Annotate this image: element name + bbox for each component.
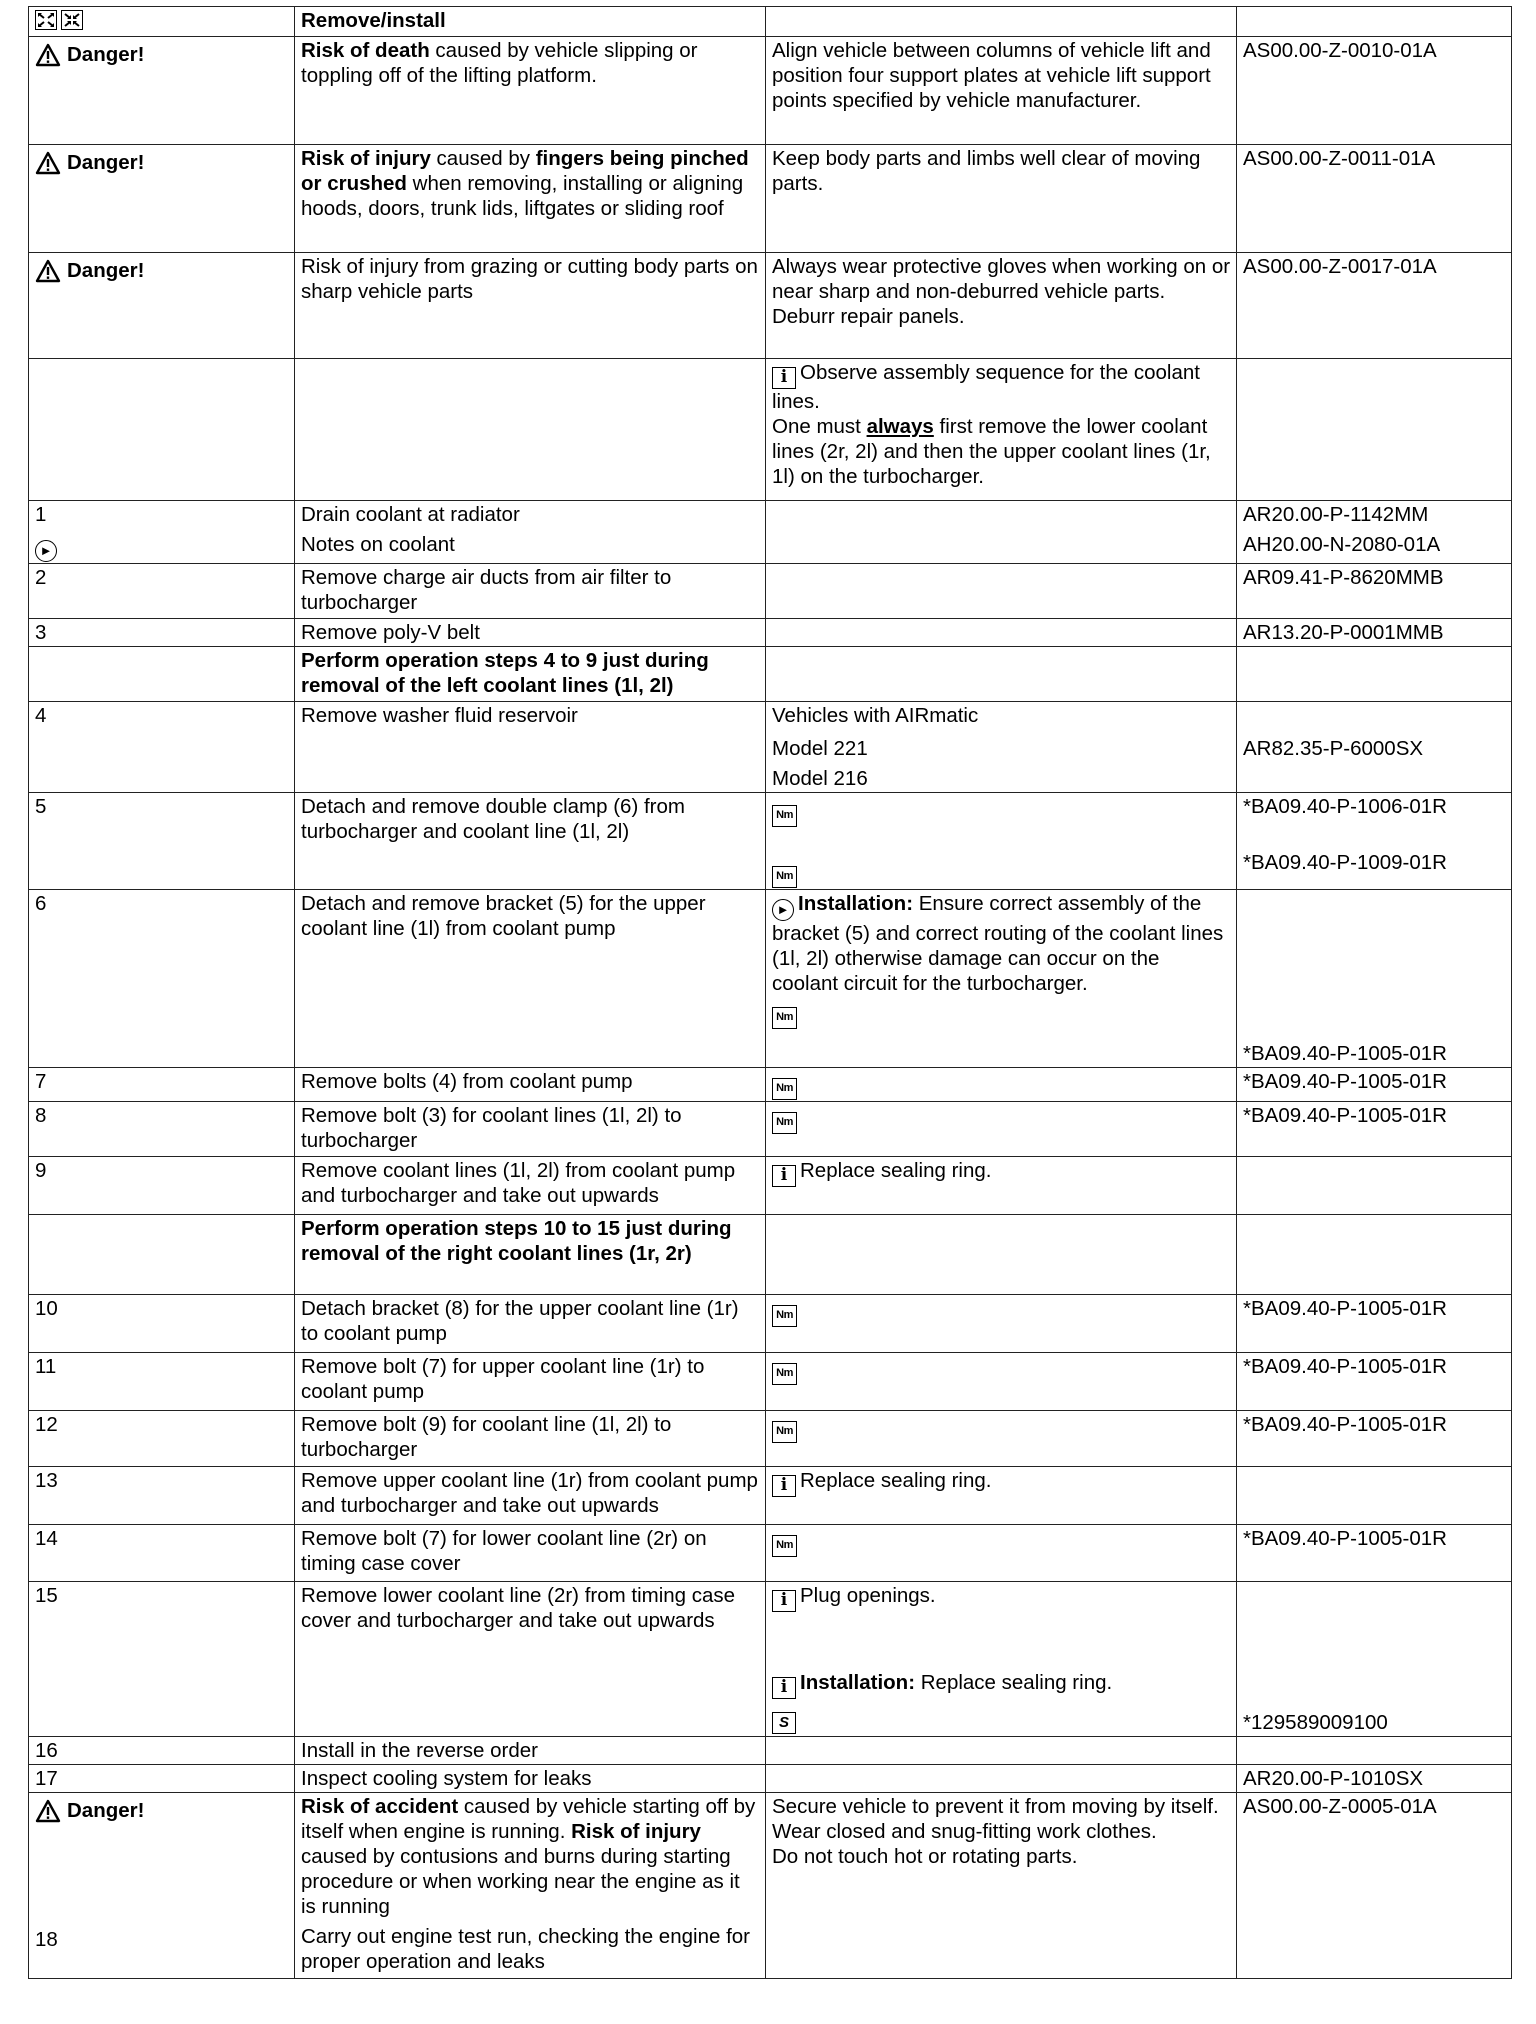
danger-label-cell xyxy=(29,37,295,145)
risk-text: when removing, installing or aligning hoods, doors, trunk lids, liftgates or sliding roof xyxy=(301,172,744,220)
step-number xyxy=(29,501,295,564)
step-text: Remove coolant lines (1l, 2l) from coolant pump and turbocharger and take out upwards xyxy=(295,1157,766,1215)
torque-nm-icon[interactable]: Nm xyxy=(772,1007,797,1029)
ref-link[interactable]: *129589009100 xyxy=(1243,1711,1388,1734)
step-number: 13 xyxy=(29,1467,295,1525)
danger-label-cell xyxy=(29,1793,295,1979)
ref-link[interactable]: AR20.00-P-1142MM xyxy=(1243,503,1429,526)
step-number: 2 xyxy=(29,564,295,619)
empty-cell xyxy=(1237,1467,1512,1525)
danger-label-cell xyxy=(29,145,295,253)
step-ref xyxy=(1237,793,1512,890)
danger-row xyxy=(29,253,1512,359)
risk-bold: fingers being pinched or crushed xyxy=(301,147,749,195)
step-text: Detach and remove double clamp (6) from turbocharger and coolant line (1l, 2l) xyxy=(295,793,766,890)
danger-measure: Keep body parts and limbs well clear of moving parts. xyxy=(766,145,1237,253)
risk-text: caused by xyxy=(430,147,536,170)
step-text-line: Carry out engine test run, checking the engine for proper operation and leaks xyxy=(301,1925,750,1973)
ref-link[interactable]: AR82.35-P-6000SX xyxy=(1243,737,1424,760)
step-number: 14 xyxy=(29,1525,295,1582)
info-icon: i xyxy=(772,367,796,389)
empty-cell xyxy=(1237,1157,1512,1215)
danger-ref-link[interactable]: AS00.00-Z-0010-01A xyxy=(1237,37,1512,145)
ref-link[interactable]: *BA09.40-P-1009-01R xyxy=(1243,851,1447,874)
installation-play-icon[interactable]: ► xyxy=(772,899,794,921)
empty-cell xyxy=(1237,1737,1512,1765)
torque-nm-icon[interactable]: Nm xyxy=(772,1305,797,1327)
table-row xyxy=(29,1068,1512,1102)
torque-nm-icon[interactable]: Nm xyxy=(772,1112,797,1134)
section-header-row xyxy=(29,647,1512,702)
expand-arrows-icon[interactable] xyxy=(35,10,57,30)
step-text: Remove washer fluid reservoir xyxy=(295,702,766,793)
torque-nm-icon[interactable]: Nm xyxy=(772,1363,797,1385)
danger-ref-link[interactable]: AS00.00-Z-0011-01A xyxy=(1237,145,1512,253)
table-row xyxy=(29,501,1512,564)
step-text: Remove lower coolant line (2r) from timing case cover and turbocharger and take out upwards xyxy=(295,1582,766,1737)
table-row xyxy=(29,1411,1512,1467)
warning-triangle-icon xyxy=(35,259,61,283)
empty-cell xyxy=(766,1765,1237,1793)
torque-icons-cell xyxy=(766,1411,1237,1467)
ref-link[interactable]: *BA09.40-P-1005-01R xyxy=(1237,1525,1512,1582)
section-header-right: Perform operation steps 10 to 15 just during removal of the right coolant lines (1r, 2r) xyxy=(295,1215,766,1295)
note-text: One must xyxy=(772,415,867,438)
install-label: Installation: xyxy=(800,1671,916,1694)
install-text: Ensure correct assembly of the bracket (5) and correct routing of the coolant lines (1l, 2l) otherwise damage can occur on the coolant circuit for the turbocharger. xyxy=(772,892,1224,995)
torque-nm-icon[interactable]: Nm xyxy=(772,1421,797,1443)
step-text xyxy=(295,501,766,564)
table-row xyxy=(29,1157,1512,1215)
step-number: 17 xyxy=(29,1765,295,1793)
ref-link[interactable]: *BA09.40-P-1005-01R xyxy=(1237,1411,1512,1467)
torque-icons-cell xyxy=(766,793,1237,890)
empty-cell xyxy=(766,564,1237,619)
install-label: Installation: xyxy=(798,892,914,915)
torque-nm-icon[interactable]: Nm xyxy=(772,1078,797,1100)
step-number: 7 xyxy=(29,1068,295,1102)
torque-icons-cell xyxy=(766,1068,1237,1102)
note-text: Observe assembly sequence for the coolant lines. xyxy=(772,361,1200,413)
ref-link[interactable]: *BA09.40-P-1006-01R xyxy=(1243,795,1447,818)
ref-link[interactable]: AH20.00-N-2080-01A xyxy=(1243,533,1441,556)
step-text: Remove bolt (9) for coolant line (1l, 2l) to turbocharger xyxy=(295,1411,766,1467)
danger-risk xyxy=(295,37,766,145)
note-text: Plug openings. xyxy=(800,1584,936,1607)
header-title: Remove/install xyxy=(295,7,766,37)
step-text: Remove poly-V belt xyxy=(295,619,766,647)
empty-cell xyxy=(1237,647,1512,702)
table-row xyxy=(29,1353,1512,1411)
special-tool-icon[interactable]: S xyxy=(772,1712,796,1734)
step-ref xyxy=(1237,702,1512,793)
table-row xyxy=(29,890,1512,1068)
step-ref xyxy=(1237,1582,1512,1737)
note-text: first remove the lower coolant lines (2r, 2l) and then the upper coolant lines (1r, 1l) on the turbocharger. xyxy=(772,415,1211,488)
step-ref xyxy=(1237,501,1512,564)
table-row xyxy=(29,1467,1512,1525)
header-icons-cell xyxy=(29,7,295,37)
step-text: Detach bracket (8) for the upper coolant line (1r) to coolant pump xyxy=(295,1295,766,1353)
warning-triangle-icon xyxy=(35,1799,61,1823)
empty-cell xyxy=(295,359,766,501)
step-num: 1 xyxy=(35,503,47,526)
step-number: 5 xyxy=(29,793,295,890)
step-text: Install in the reverse order xyxy=(295,1737,766,1765)
danger-risk xyxy=(295,1793,766,1979)
empty-cell xyxy=(29,359,295,501)
danger-label: Danger! xyxy=(67,43,145,66)
step-text: Detach and remove bracket (5) for the upper coolant line (1l) from coolant pump xyxy=(295,890,766,1068)
torque-icons-cell xyxy=(766,1102,1237,1157)
step-number: 11 xyxy=(29,1353,295,1411)
step-number: 12 xyxy=(29,1411,295,1467)
ref-link[interactable]: AR20.00-P-1010SX xyxy=(1237,1765,1512,1793)
table-row xyxy=(29,702,1512,793)
step-number: 15 xyxy=(29,1582,295,1737)
measure-text: Do not touch hot or rotating parts. xyxy=(772,1845,1078,1868)
table-row xyxy=(29,1102,1512,1157)
install-note xyxy=(766,890,1237,1068)
danger-measure: Align vehicle between columns of vehicle lift and position four support plates at vehicle lift support points specified by vehicle manufacturer. xyxy=(766,37,1237,145)
condition-text: Model 221 xyxy=(772,737,868,760)
torque-nm-icon[interactable]: Nm xyxy=(772,805,797,827)
risk-text: caused by vehicle starting off by itself when engine is running. xyxy=(301,1795,756,1843)
empty-cell xyxy=(766,1737,1237,1765)
step-conditions xyxy=(766,702,1237,793)
info-icon: i xyxy=(772,1475,796,1497)
danger-label: Danger! xyxy=(67,1799,145,1822)
step-num: 18 xyxy=(35,1928,58,1951)
ref-link[interactable]: *BA09.40-P-1005-01R xyxy=(1237,1102,1512,1157)
table-header-row xyxy=(29,7,1512,37)
danger-measure xyxy=(766,1793,1237,1979)
step-number: 10 xyxy=(29,1295,295,1353)
torque-nm-icon[interactable]: Nm xyxy=(772,866,797,888)
measure-text: Secure vehicle to prevent it from moving by itself. xyxy=(772,1795,1219,1818)
empty-cell xyxy=(29,1215,295,1295)
step-note xyxy=(766,1582,1237,1737)
info-icon: i xyxy=(772,1590,796,1612)
risk-text: caused by vehicle slipping or toppling off of the lifting platform. xyxy=(301,39,698,87)
danger-label: Danger! xyxy=(67,151,145,174)
empty-cell xyxy=(766,647,1237,702)
danger-row xyxy=(29,37,1512,145)
note-row xyxy=(29,359,1512,501)
torque-nm-icon[interactable]: Nm xyxy=(772,1535,797,1557)
collapse-arrows-icon[interactable] xyxy=(61,10,83,30)
note-text: Replace sealing ring. xyxy=(800,1159,992,1182)
danger-risk: Risk of injury from grazing or cutting body parts on sharp vehicle parts xyxy=(295,253,766,359)
step-text-line: Drain coolant at radiator xyxy=(301,503,520,526)
step-note-text: Notes on coolant xyxy=(301,533,455,556)
ref-link[interactable]: *BA09.40-P-1005-01R xyxy=(1237,1295,1512,1353)
risk-text: caused by contusions and burns during starting procedure or when working near the engine as it is running xyxy=(301,1845,740,1918)
step-note xyxy=(766,1157,1237,1215)
condition-text: Model 216 xyxy=(772,767,868,790)
step-number: 9 xyxy=(29,1157,295,1215)
ref-link[interactable]: AR09.41-P-8620MMB xyxy=(1237,564,1512,619)
procedure-table xyxy=(28,6,1512,1979)
measure-text: Always wear protective gloves when working on or near sharp and non-deburred vehicle parts. xyxy=(772,255,1231,303)
torque-icons-cell xyxy=(766,1525,1237,1582)
table-row xyxy=(29,1295,1512,1353)
torque-icons-cell xyxy=(766,1353,1237,1411)
step-text: Remove bolt (7) for upper coolant line (1r) to coolant pump xyxy=(295,1353,766,1411)
torque-icons-cell xyxy=(766,1295,1237,1353)
table-row xyxy=(29,619,1512,647)
table-row xyxy=(29,564,1512,619)
info-icon: i xyxy=(772,1677,796,1699)
step-text: Remove bolt (7) for lower coolant line (2r) on timing case cover xyxy=(295,1525,766,1582)
step-text: Remove bolt (3) for coolant lines (1l, 2l) to turbocharger xyxy=(295,1102,766,1157)
step-text: Remove bolts (4) from coolant pump xyxy=(295,1068,766,1102)
measure-text: Deburr repair panels. xyxy=(772,305,965,328)
danger-ref-link[interactable]: AS00.00-Z-0017-01A xyxy=(1237,253,1512,359)
empty-cell xyxy=(766,1215,1237,1295)
risk-bold: Risk of injury xyxy=(571,1820,701,1843)
section-header-left: Perform operation steps 4 to 9 just during removal of the left coolant lines (1l, 2l) xyxy=(295,647,766,702)
ref-link[interactable]: AR13.20-P-0001MMB xyxy=(1237,619,1512,647)
table-row xyxy=(29,1582,1512,1737)
empty-cell xyxy=(1237,1215,1512,1295)
danger-label-cell xyxy=(29,253,295,359)
step-number: 8 xyxy=(29,1102,295,1157)
ref-link[interactable]: *BA09.40-P-1005-01R xyxy=(1237,1353,1512,1411)
warning-triangle-icon xyxy=(35,151,61,175)
warning-triangle-icon xyxy=(35,43,61,67)
table-row xyxy=(29,1765,1512,1793)
danger-row xyxy=(29,145,1512,253)
empty-cell xyxy=(766,619,1237,647)
ref-link[interactable]: *BA09.40-P-1005-01R xyxy=(1243,1042,1447,1065)
step-text: Remove charge air ducts from air filter to turbocharger xyxy=(295,564,766,619)
sequence-note xyxy=(766,359,1237,501)
risk-bold: Risk of accident xyxy=(301,1795,459,1818)
empty-cell xyxy=(1237,359,1512,501)
step-note xyxy=(766,1467,1237,1525)
step-number: 3 xyxy=(29,619,295,647)
step-number: 4 xyxy=(29,702,295,793)
table-row xyxy=(29,793,1512,890)
condition-text: Vehicles with AIRmatic xyxy=(772,704,979,727)
step-ref xyxy=(1237,890,1512,1068)
danger-measure xyxy=(766,253,1237,359)
note-text: Replace sealing ring. xyxy=(800,1469,992,1492)
header-empty-3 xyxy=(766,7,1237,37)
step-number: 16 xyxy=(29,1737,295,1765)
risk-bold: Risk of death xyxy=(301,39,430,62)
step-text: Inspect cooling system for leaks xyxy=(295,1765,766,1793)
danger-row xyxy=(29,1793,1512,1979)
table-row xyxy=(29,1737,1512,1765)
header-empty-4 xyxy=(1237,7,1512,37)
measure-text: Wear closed and snug-fitting work clothes. xyxy=(772,1820,1157,1843)
step-text: Remove upper coolant line (1r) from coolant pump and turbocharger and take out upwards xyxy=(295,1467,766,1525)
section-header-row xyxy=(29,1215,1512,1295)
install-text: Replace sealing ring. xyxy=(915,1671,1113,1694)
empty-cell xyxy=(29,647,295,702)
ref-link[interactable]: *BA09.40-P-1005-01R xyxy=(1237,1068,1512,1102)
danger-ref-link[interactable]: AS00.00-Z-0005-01A xyxy=(1237,1793,1512,1979)
step-number: 6 xyxy=(29,890,295,1068)
risk-bold: Risk of injury xyxy=(301,147,431,170)
table-row xyxy=(29,1525,1512,1582)
danger-label: Danger! xyxy=(67,259,145,282)
empty-cell xyxy=(766,501,1237,564)
danger-risk xyxy=(295,145,766,253)
info-icon: i xyxy=(772,1165,796,1187)
note-emphasis: always xyxy=(866,415,934,438)
notes-play-icon[interactable]: ► xyxy=(35,540,57,562)
